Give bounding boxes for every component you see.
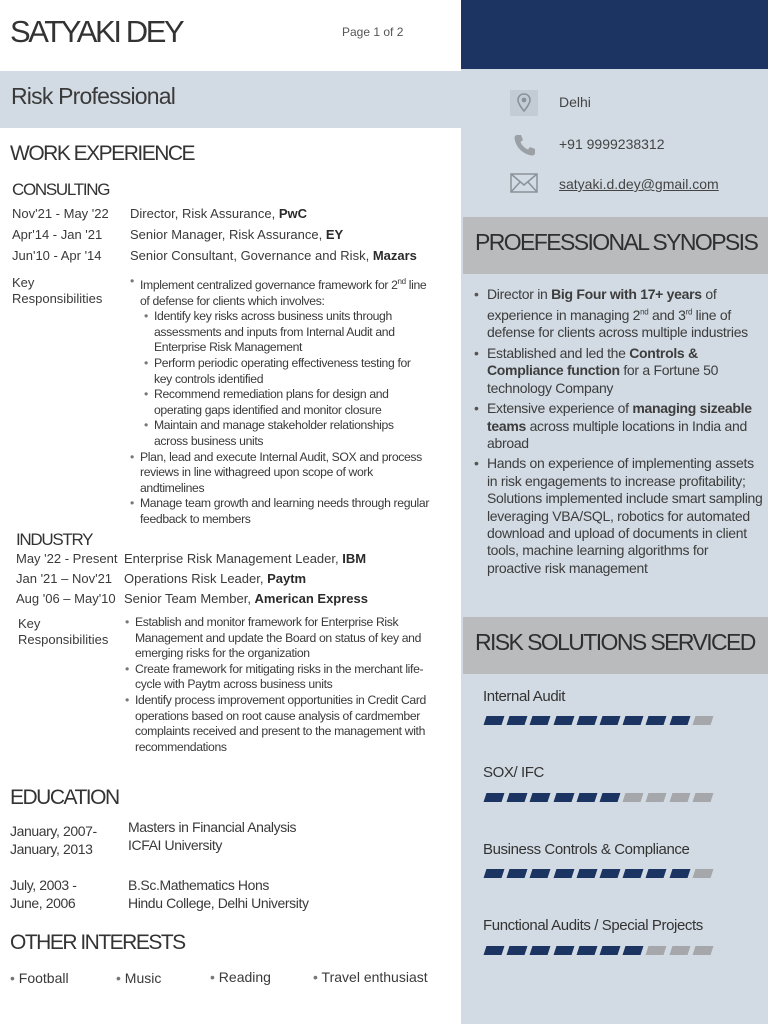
rating-segment — [507, 793, 528, 802]
location-pin-icon — [510, 90, 538, 116]
rating-segment — [576, 946, 597, 955]
education-dates-1: January, 2007- January, 2013 — [10, 823, 97, 857]
page-number: Page 1 of 2 — [342, 25, 404, 39]
rating-segment — [507, 869, 528, 878]
consulting-dates — [12, 206, 109, 269]
industry-resp-item: • Establish and monitor framework for Enterprise Risk Management and update the Board on status of key and emerging risks for the organization — [125, 615, 437, 662]
rating-segment — [576, 869, 597, 878]
industry-role-1: Enterprise Risk Management Leader, IBM — [124, 551, 367, 566]
rating-segment — [623, 716, 644, 725]
interest-item: • Travel enthusiast — [313, 969, 428, 985]
synopsis-item: • Director in Big Four with 17+ years of experience in managing 2nd and 3rd line of defense for clients across multiple industries — [474, 286, 764, 342]
solutions-heading: RISK SOLUTIONS SERVICED — [475, 629, 755, 655]
synopsis-item: • Established and led the Controls & Compliance function for a Fortune 50 technology Company — [474, 345, 764, 397]
synopsis-heading-bar — [463, 217, 768, 274]
industry-role-2: Operations Risk Leader, Paytm — [124, 571, 307, 586]
rating-segment — [669, 869, 690, 878]
industry-date-3: Aug '06 – May'10 — [16, 591, 116, 606]
consulting-org-2: EY — [325, 227, 344, 242]
contact-email-link[interactable]: satyaki.d.dey@gmail.com — [559, 176, 719, 192]
synopsis-heading: PROEFESSIONAL SYNOPSIS — [475, 229, 758, 255]
consulting-role-1: Director, Risk Assurance, PwC — [130, 206, 307, 221]
rating-segment — [553, 946, 574, 955]
industry-heading: INDUSTRY — [16, 530, 93, 549]
consulting-key-responsibilities-label: Key Responsibilities — [12, 275, 103, 306]
rating-segment — [669, 793, 690, 802]
rating-segment — [692, 793, 713, 802]
rating-segment — [692, 869, 713, 878]
skill-label: Business Controls & Compliance — [483, 841, 690, 858]
industry-resp-item: • Identify process improvement opportunities in Credit Card operations based on root cause analysis of cardmember complaints received and present to the management with recommendations — [125, 693, 437, 755]
contact-phone: +91 9999238312 — [559, 136, 665, 152]
industry-roles — [124, 551, 368, 611]
consulting-resp-subitem: • Recommend remediation plans for design and operating gaps identified and monitor closure — [144, 387, 430, 418]
rating-segment — [669, 716, 690, 725]
rating-segment — [530, 946, 551, 955]
consulting-heading: CONSULTING — [12, 180, 110, 199]
rating-segment — [623, 869, 644, 878]
rating-segment — [669, 946, 690, 955]
solutions-heading-bar — [463, 617, 768, 674]
education-degree-2: B.Sc.Mathematics Hons Hindu College, Delhi University — [128, 877, 309, 911]
skill-label: SOX/ IFC — [483, 764, 544, 781]
skill-rating — [485, 716, 717, 725]
rating-segment — [553, 869, 574, 878]
skill-label: Functional Audits / Special Projects — [483, 917, 703, 934]
rating-segment — [646, 793, 667, 802]
industry-org-3: American Express — [254, 591, 368, 606]
contact-location: Delhi — [559, 94, 591, 110]
rating-segment — [599, 946, 620, 955]
rating-segment — [599, 716, 620, 725]
work-experience-heading: WORK EXPERIENCE — [10, 142, 195, 165]
envelope-icon — [510, 173, 538, 193]
consulting-resp-subitem: • Perform periodic operating effectiveness testing for key controls identified — [144, 356, 430, 387]
industry-role-3: Senior Team Member, American Express — [124, 591, 368, 606]
education-heading: EDUCATION — [10, 786, 119, 809]
skill-rating — [485, 946, 717, 955]
rating-segment — [646, 869, 667, 878]
rating-segment — [553, 716, 574, 725]
consulting-date-1: Nov'21 - May '22 — [12, 206, 109, 221]
consulting-resp-item: • Implement centralized governance framework for 2nd line of defense for clients which involves: • Identify key risks across business units through assessments and inputs from Internal Audit and Enterprise Risk Management • Perform periodic operating effectiveness testing for key controls identified • Recommend remediation plans for design and operating gaps identified and monitor closure • Maintain and manage stakeholder relationships across business units — [130, 274, 430, 450]
industry-date-2: Jan '21 – Nov'21 — [16, 571, 113, 586]
rating-segment — [646, 946, 667, 955]
rating-segment — [646, 716, 667, 725]
rating-segment — [507, 946, 528, 955]
industry-date-1: May '22 - Present — [16, 551, 118, 566]
rating-segment — [484, 869, 505, 878]
professional-title: Risk Professional — [11, 83, 176, 109]
interest-item: • Reading — [210, 969, 271, 985]
rating-segment — [599, 869, 620, 878]
consulting-date-3: Jun'10 - Apr '14 — [12, 248, 102, 263]
other-interests-heading: OTHER INTERESTS — [10, 931, 185, 954]
industry-responsibilities — [125, 615, 437, 755]
education-dates-2: July, 2003 - June, 2006 — [10, 877, 77, 911]
rating-segment — [530, 716, 551, 725]
consulting-org-1: PwC — [278, 206, 307, 221]
title-bar — [0, 71, 461, 128]
skill-rating — [485, 869, 717, 878]
industry-resp-item: • Create framework for mitigating risks in the merchant life-cycle with Paytm across business units — [125, 662, 437, 693]
rating-segment — [599, 793, 620, 802]
interest-item: • Football — [10, 970, 69, 986]
rating-segment — [692, 716, 713, 725]
candidate-name: SATYAKI DEY — [10, 14, 183, 49]
consulting-resp-subitem: • Maintain and manage stakeholder relationships across business units — [144, 418, 430, 449]
rating-segment — [484, 946, 505, 955]
education-degree-1: Masters in Financial Analysis ICFAI University — [128, 819, 297, 853]
consulting-responsibilities — [130, 274, 430, 528]
interest-item: • Music — [116, 970, 162, 986]
industry-dates — [16, 551, 117, 611]
consulting-roles — [130, 206, 417, 269]
rating-segment — [623, 793, 644, 802]
skill-label: Internal Audit — [483, 688, 565, 705]
industry-key-responsibilities-label: Key Responsibilities — [18, 616, 109, 647]
header-accent-block — [461, 0, 768, 69]
rating-segment — [576, 716, 597, 725]
rating-segment — [553, 793, 574, 802]
consulting-resp-item: • Plan, lead and execute Internal Audit, SOX and process reviews in line withagreed upon scope of work andtimelines — [130, 450, 430, 497]
consulting-resp-item: • Manage team growth and learning needs through regular feedback to members — [130, 496, 430, 527]
consulting-org-3: Mazars — [372, 248, 417, 263]
consulting-role-3: Senior Consultant, Governance and Risk, Mazars — [130, 248, 417, 263]
phone-icon — [512, 132, 538, 158]
rating-segment — [576, 793, 597, 802]
rating-segment — [623, 946, 644, 955]
rating-segment — [692, 946, 713, 955]
rating-segment — [484, 793, 505, 802]
rating-segment — [484, 716, 505, 725]
rating-segment — [530, 793, 551, 802]
rating-segment — [530, 869, 551, 878]
skill-rating — [485, 793, 717, 802]
synopsis-item: • Hands on experience of implementing assets in risk engagements to increase profitability; Solutions implemented include smart sampling leveraging VBA/SQL, robotics for automated download and upload of documents in client tools, machine learning algorithms for proactive risk management — [474, 455, 764, 577]
industry-org-1: IBM — [342, 551, 367, 566]
consulting-role-2: Senior Manager, Risk Assurance, EY — [130, 227, 344, 242]
consulting-resp-subitem: • Identify key risks across business units through assessments and inputs from Internal Audit and Enterprise Risk Management — [144, 309, 430, 356]
rating-segment — [507, 716, 528, 725]
synopsis-item: • Extensive experience of managing sizeable teams across multiple locations in India and abroad — [474, 400, 764, 452]
consulting-date-2: Apr'14 - Jan '21 — [12, 227, 103, 242]
synopsis-list — [474, 286, 764, 580]
industry-org-2: Paytm — [267, 571, 307, 586]
